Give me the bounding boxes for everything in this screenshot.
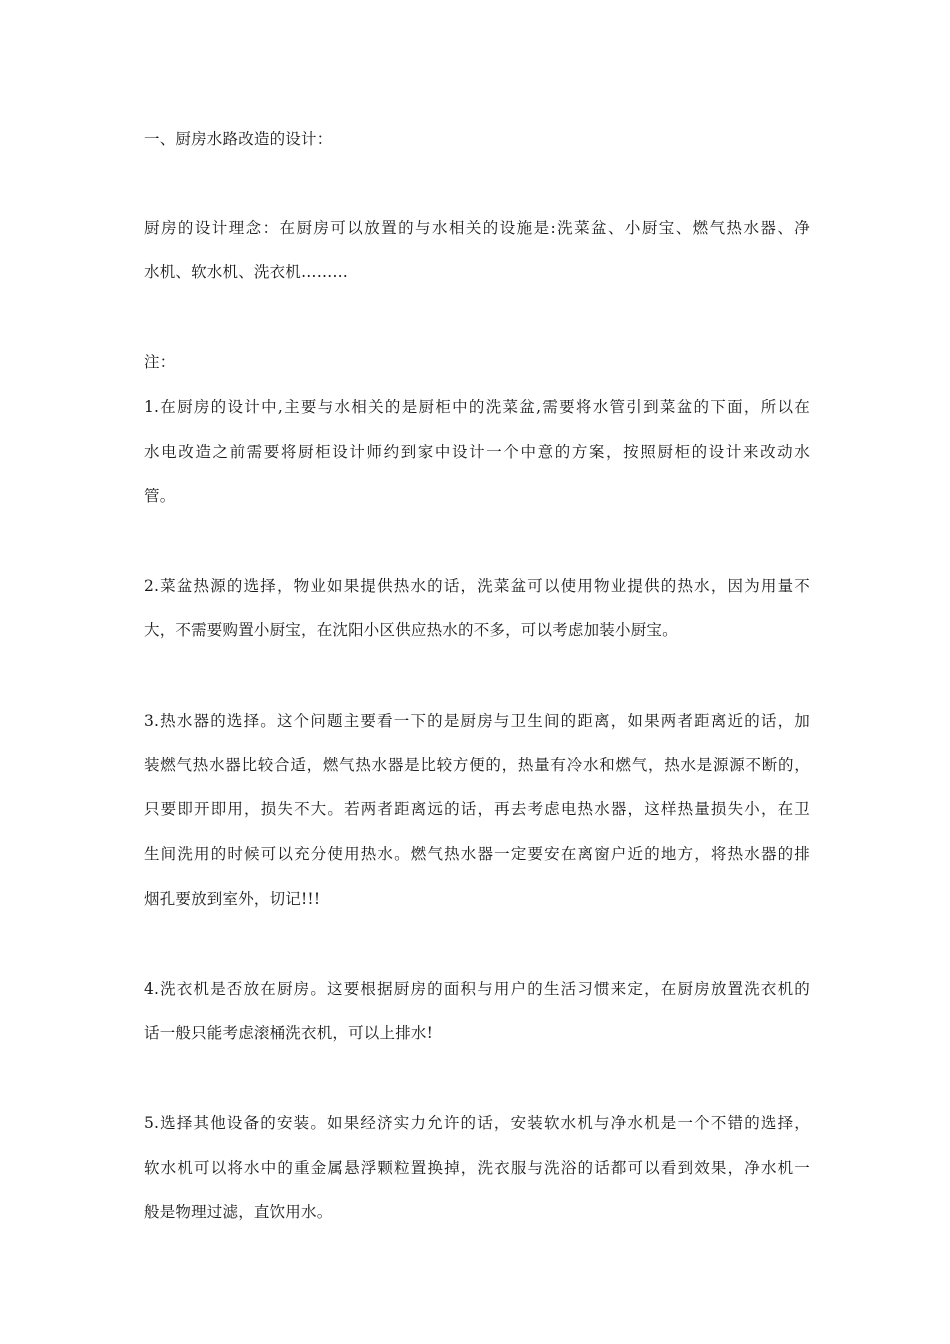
item-1-line-1: 1.在厨房的设计中,主要与水相关的是厨柜中的洗菜盆,需要将水管引到菜盆的下面，所以在 [144,398,810,416]
item-3-line-2: 装燃气热水器比较合适，燃气热水器是比较方便的，热量有冷水和燃气，热水是源源不断的， [144,756,810,774]
item-3-line-4: 生间洗用的时候可以充分使用热水。燃气热水器一定要安在离窗户近的地方，将热水器的排 [144,845,810,863]
item-1-line-2: 水电改造之前需要将厨柜设计师约到家中设计一个中意的方案，按照厨柜的设计来改动水 [144,443,810,461]
item-4-line-2: 话一般只能考虑滚桶洗衣机，可以上排水! [144,1024,434,1042]
note-label: 注： [144,353,176,371]
concept-line-2: 水机、软水机、洗衣机……… [144,263,349,281]
item-5-line-2: 软水机可以将水中的重金属悬浮颗粒置换掉，洗衣服与洗浴的话都可以看到效果，净水机一 [144,1159,810,1177]
item-5-line-1: 5.选择其他设备的安装。如果经济实力允许的话，安装软水机与净水机是一个不错的选择， [144,1114,810,1132]
item-3-line-3: 只要即开即用，损失不大。若两者距离远的话，再去考虑电热水器，这样热量损失小，在卫 [144,800,810,818]
item-5-line-3: 般是物理过滤，直饮用水。 [144,1203,333,1221]
item-3-line-1: 3.热水器的选择。这个问题主要看一下的是厨房与卫生间的距离，如果两者距离近的话，加 [144,712,810,730]
item-2-line-1: 2.菜盆热源的选择，物业如果提供热水的话，洗菜盆可以使用物业提供的热水，因为用量不 [144,577,810,595]
item-1-line-3: 管。 [144,487,176,505]
item-2-line-2: 大，不需要购置小厨宝，在沈阳小区供应热水的不多，可以考虑加装小厨宝。 [144,621,678,639]
item-3-line-5: 烟孔要放到室外，切记!!! [144,890,321,908]
section-heading: 一、厨房水路改造的设计： [144,130,333,148]
item-4-line-1: 4.洗衣机是否放在厨房。这要根据厨房的面积与用户的生活习惯来定，在厨房放置洗衣机的 [144,980,810,998]
concept-line-1: 厨房的设计理念：在厨房可以放置的与水相关的设施是:洗菜盆、小厨宝、燃气热水器、净 [144,219,810,237]
